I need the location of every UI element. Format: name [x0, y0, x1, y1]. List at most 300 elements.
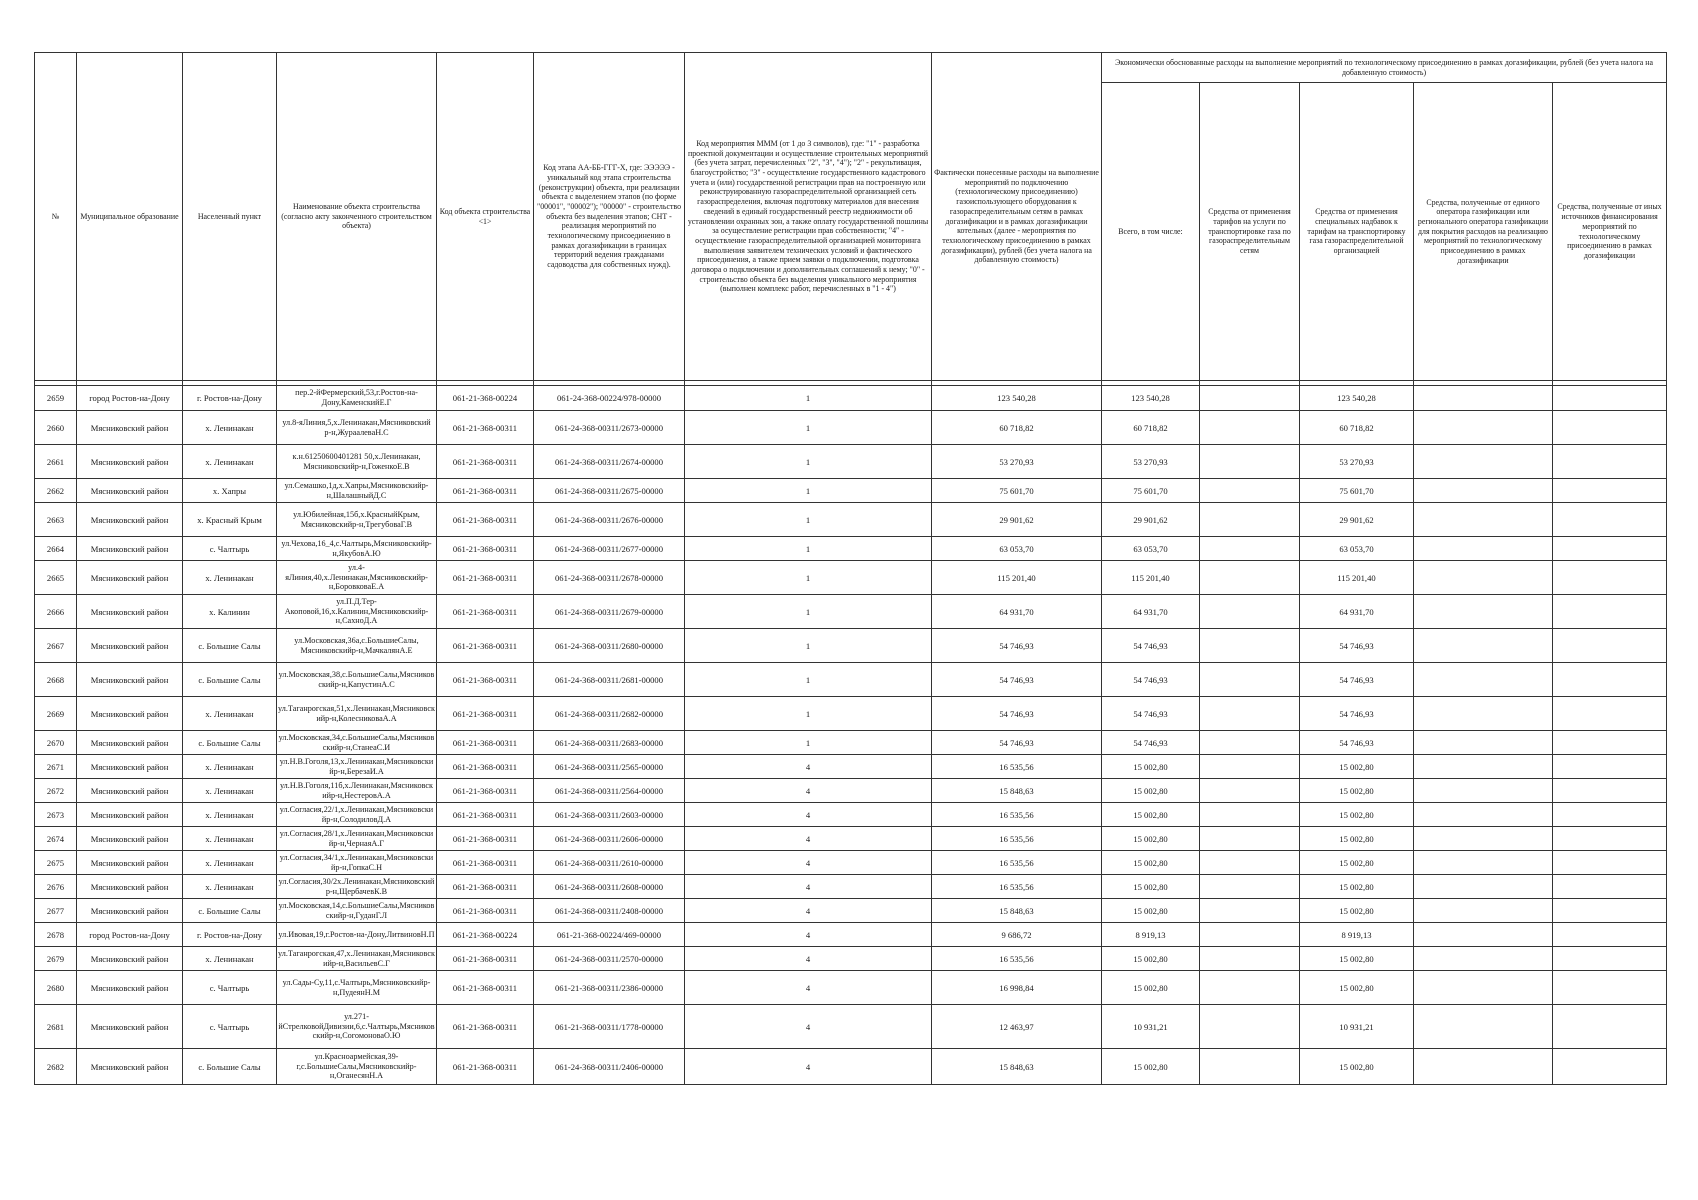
actual-costs-cell: 29 901,62 — [932, 503, 1102, 537]
total-cell: 15 002,80 — [1102, 803, 1200, 827]
actual-costs-cell: 63 053,70 — [932, 537, 1102, 561]
activity-code-cell: 4 — [685, 755, 932, 779]
other-funds-cell — [1553, 947, 1667, 971]
tariff-funds-cell — [1200, 755, 1300, 779]
total-cell: 15 002,80 — [1102, 851, 1200, 875]
row-number: 2659 — [35, 386, 77, 411]
municipality-cell: Мясниковский район — [77, 755, 183, 779]
activity-code-cell: 4 — [685, 851, 932, 875]
row-number: 2662 — [35, 479, 77, 503]
municipality-cell: Мясниковский район — [77, 803, 183, 827]
operator-funds-cell — [1414, 851, 1553, 875]
object-code-cell: 061-21-368-00311 — [437, 629, 534, 663]
stage-code-cell: 061-24-368-00311/2677-00000 — [534, 537, 685, 561]
object-code-cell: 061-21-368-00311 — [437, 1049, 534, 1085]
municipality-cell: Мясниковский район — [77, 1005, 183, 1049]
header-total: Всего, в том числе: — [1102, 83, 1200, 381]
municipality-cell: Мясниковский район — [77, 1049, 183, 1085]
allowance-funds-cell: 15 002,80 — [1300, 779, 1414, 803]
activity-code-cell: 4 — [685, 1005, 932, 1049]
object-code-cell: 061-21-368-00311 — [437, 899, 534, 923]
allowance-funds-cell: 8 919,13 — [1300, 923, 1414, 947]
total-cell: 15 002,80 — [1102, 947, 1200, 971]
table-row — [35, 779, 1667, 803]
row-number: 2668 — [35, 663, 77, 697]
tariff-funds-cell — [1200, 1049, 1300, 1085]
object-code-cell: 061-21-368-00311 — [437, 561, 534, 595]
other-funds-cell — [1553, 697, 1667, 731]
activity-code-cell: 1 — [685, 479, 932, 503]
actual-costs-cell: 16 535,56 — [932, 947, 1102, 971]
allowance-funds-cell: 15 002,80 — [1300, 899, 1414, 923]
settlement-cell: х. Ленинакан — [183, 851, 277, 875]
object-name-cell: ул.Согласия,28/1,х.Ленинакан,Мясниковскийр-н,ЧернаяА.Г — [277, 827, 437, 851]
object-name-cell: ул.Московская,34,с.БольшиеСалы,Мясниковскийр-н,СтанеаС.И — [277, 731, 437, 755]
allowance-funds-cell: 10 931,21 — [1300, 1005, 1414, 1049]
settlement-cell: х. Ленинакан — [183, 947, 277, 971]
settlement-cell: х. Ленинакан — [183, 875, 277, 899]
object-code-cell: 061-21-368-00311 — [437, 971, 534, 1005]
settlement-cell: х. Ленинакан — [183, 779, 277, 803]
allowance-funds-cell: 53 270,93 — [1300, 445, 1414, 479]
total-cell: 15 002,80 — [1102, 779, 1200, 803]
row-number: 2671 — [35, 755, 77, 779]
total-cell: 54 746,93 — [1102, 697, 1200, 731]
municipality-cell: Мясниковский район — [77, 731, 183, 755]
other-funds-cell — [1553, 1005, 1667, 1049]
stage-code-cell: 061-24-368-00311/2678-00000 — [534, 561, 685, 595]
object-name-cell: пер.2-йФермерский,53,г.Ростов-на-Дону,КаменскийЕ.Г — [277, 386, 437, 411]
total-cell: 54 746,93 — [1102, 731, 1200, 755]
object-code-cell: 061-21-368-00311 — [437, 947, 534, 971]
other-funds-cell — [1553, 803, 1667, 827]
object-name-cell: ул.Московская,36а,с.БольшиеСалы, Мясниковскийр-н,МачкалянА.Е — [277, 629, 437, 663]
actual-costs-cell: 54 746,93 — [932, 731, 1102, 755]
tariff-funds-cell — [1200, 851, 1300, 875]
table-row — [35, 971, 1667, 1005]
tariff-funds-cell — [1200, 875, 1300, 899]
actual-costs-cell: 16 535,56 — [932, 755, 1102, 779]
allowance-funds-cell: 75 601,70 — [1300, 479, 1414, 503]
tariff-funds-cell — [1200, 663, 1300, 697]
activity-code-cell: 1 — [685, 731, 932, 755]
total-cell: 53 270,93 — [1102, 445, 1200, 479]
row-number: 2669 — [35, 697, 77, 731]
settlement-cell: с. Большие Салы — [183, 1049, 277, 1085]
object-code-cell: 061-21-368-00311 — [437, 595, 534, 629]
tariff-funds-cell — [1200, 445, 1300, 479]
operator-funds-cell — [1414, 779, 1553, 803]
object-name-cell: ул.Сады-Су,11,с.Чалтырь,Мясниковскийр-н,ПудеянН.М — [277, 971, 437, 1005]
allowance-funds-cell: 15 002,80 — [1300, 803, 1414, 827]
actual-costs-cell: 16 535,56 — [932, 875, 1102, 899]
object-code-cell: 061-21-368-00311 — [437, 1005, 534, 1049]
table-body — [35, 386, 1667, 1085]
table-row — [35, 697, 1667, 731]
actual-costs-cell: 53 270,93 — [932, 445, 1102, 479]
municipality-cell: город Ростов-на-Дону — [77, 923, 183, 947]
tariff-funds-cell — [1200, 561, 1300, 595]
tariff-funds-cell — [1200, 971, 1300, 1005]
tariff-funds-cell — [1200, 629, 1300, 663]
actual-costs-cell: 60 718,82 — [932, 411, 1102, 445]
allowance-funds-cell: 63 053,70 — [1300, 537, 1414, 561]
allowance-funds-cell: 15 002,80 — [1300, 875, 1414, 899]
object-code-cell: 061-21-368-00311 — [437, 755, 534, 779]
total-cell: 54 746,93 — [1102, 629, 1200, 663]
activity-code-cell: 1 — [685, 595, 932, 629]
object-name-cell: ул.Н.В.Гоголя,11б,х.Ленинакан,Мясниковскийр-н,НестеровА.А — [277, 779, 437, 803]
operator-funds-cell — [1414, 947, 1553, 971]
activity-code-cell: 1 — [685, 386, 932, 411]
total-cell: 123 540,28 — [1102, 386, 1200, 411]
allowance-funds-cell: 123 540,28 — [1300, 386, 1414, 411]
object-name-cell: ул.Таганрогская,51,х.Ленинакан,Мясниковскийр-н,КолесниковаА.А — [277, 697, 437, 731]
row-number: 2682 — [35, 1049, 77, 1085]
stage-code-cell: 061-24-368-00311/2564-00000 — [534, 779, 685, 803]
table-row — [35, 947, 1667, 971]
table-row — [35, 595, 1667, 629]
object-name-cell: ул.Московская,14,с.БольшиеСалы,Мясниковскийр-н,ГуданГ.Л — [277, 899, 437, 923]
total-cell: 15 002,80 — [1102, 1049, 1200, 1085]
row-number: 2673 — [35, 803, 77, 827]
allowance-funds-cell: 15 002,80 — [1300, 827, 1414, 851]
stage-code-cell: 061-24-368-00311/2570-00000 — [534, 947, 685, 971]
settlement-cell: с. Чалтырь — [183, 1005, 277, 1049]
operator-funds-cell — [1414, 411, 1553, 445]
settlement-cell: г. Ростов-на-Дону — [183, 923, 277, 947]
total-cell: 115 201,40 — [1102, 561, 1200, 595]
stage-code-cell: 061-21-368-00311/2386-00000 — [534, 971, 685, 1005]
row-number: 2676 — [35, 875, 77, 899]
other-funds-cell — [1553, 779, 1667, 803]
settlement-cell: с. Чалтырь — [183, 971, 277, 1005]
table-row — [35, 479, 1667, 503]
allowance-funds-cell: 54 746,93 — [1300, 629, 1414, 663]
allowance-funds-cell: 115 201,40 — [1300, 561, 1414, 595]
allowance-funds-cell: 54 746,93 — [1300, 731, 1414, 755]
activity-code-cell: 4 — [685, 923, 932, 947]
row-number: 2680 — [35, 971, 77, 1005]
municipality-cell: Мясниковский район — [77, 875, 183, 899]
object-code-cell: 061-21-368-00311 — [437, 803, 534, 827]
settlement-cell: с. Большие Салы — [183, 899, 277, 923]
object-name-cell: к.н.61250600401281 50,х.Ленинакан, Мясниковскийр-н,ГоженкоЕ.В — [277, 445, 437, 479]
actual-costs-cell: 9 686,72 — [932, 923, 1102, 947]
stage-code-cell: 061-24-368-00311/2676-00000 — [534, 503, 685, 537]
total-cell: 15 002,80 — [1102, 875, 1200, 899]
actual-costs-cell: 123 540,28 — [932, 386, 1102, 411]
municipality-cell: Мясниковский район — [77, 851, 183, 875]
tariff-funds-cell — [1200, 803, 1300, 827]
table-row — [35, 899, 1667, 923]
actual-costs-cell: 15 848,63 — [932, 779, 1102, 803]
settlement-cell: х. Ленинакан — [183, 755, 277, 779]
row-number: 2664 — [35, 537, 77, 561]
municipality-cell: Мясниковский район — [77, 445, 183, 479]
row-number: 2666 — [35, 595, 77, 629]
tariff-funds-cell — [1200, 899, 1300, 923]
object-code-cell: 061-21-368-00311 — [437, 537, 534, 561]
header-object-name: Наименование объекта строительства (согласно акту законченного строительством объекта) — [277, 53, 437, 381]
settlement-cell: х. Ленинакан — [183, 561, 277, 595]
allowance-funds-cell: 15 002,80 — [1300, 851, 1414, 875]
municipality-cell: город Ростов-на-Дону — [77, 386, 183, 411]
object-name-cell: ул.Согласия,30/2х.Ленинакан,Мясниковскийр-н,ЩербачевК.В — [277, 875, 437, 899]
municipality-cell: Мясниковский район — [77, 899, 183, 923]
stage-code-cell: 061-24-368-00311/2679-00000 — [534, 595, 685, 629]
stage-code-cell: 061-24-368-00311/2680-00000 — [534, 629, 685, 663]
table-row — [35, 1049, 1667, 1085]
table-row — [35, 875, 1667, 899]
operator-funds-cell — [1414, 537, 1553, 561]
total-cell: 29 901,62 — [1102, 503, 1200, 537]
total-cell: 64 931,70 — [1102, 595, 1200, 629]
operator-funds-cell — [1414, 923, 1553, 947]
municipality-cell: Мясниковский район — [77, 779, 183, 803]
other-funds-cell — [1553, 731, 1667, 755]
municipality-cell: Мясниковский район — [77, 971, 183, 1005]
tariff-funds-cell — [1200, 779, 1300, 803]
operator-funds-cell — [1414, 445, 1553, 479]
municipality-cell: Мясниковский район — [77, 827, 183, 851]
table-row — [35, 851, 1667, 875]
actual-costs-cell: 16 535,56 — [932, 827, 1102, 851]
operator-funds-cell — [1414, 1049, 1553, 1085]
header-activity-code: Код мероприятия МММ (от 1 до 3 символов), где: "1" - разработка проектной документации и осуществление строительных мероприятий (без учета затрат, перечисленных "2", "3", "4"); "2" - рекультивация, благоустройство; "3" - осуществление государственного кадастрового учета и (или) государственной регистрации прав на построенную или реконструированную газораспределительной организацией сеть газораспределения, включая подготовку материалов для внесения сведений в единый государственный реестр недвижимости об установлении охранных зон, а также оплату государственной пошлины за осуществление регистрации прав собственности; "4" - осуществление газораспределительной организацией мониторинга выполнения заявителем технических условий и фактического присоединения, а также прием заявки о подключении, подготовка договора о подключении и дополнительных соглашений к нему; "0" - строительство объекта без выделения уникального мероприятия (выполнен комплекс работ, перечисленных в "1 - 4") — [685, 53, 932, 381]
operator-funds-cell — [1414, 595, 1553, 629]
municipality-cell: Мясниковский район — [77, 629, 183, 663]
total-cell: 10 931,21 — [1102, 1005, 1200, 1049]
object-code-cell: 061-21-368-00311 — [437, 875, 534, 899]
table-row — [35, 445, 1667, 479]
other-funds-cell — [1553, 386, 1667, 411]
row-number: 2675 — [35, 851, 77, 875]
stage-code-cell: 061-21-368-00224/469-00000 — [534, 923, 685, 947]
other-funds-cell — [1553, 755, 1667, 779]
header-other-funds: Средства, полученные от иных источников финансирования мероприятий по технологическому присоединению в рамках догазификации — [1553, 83, 1667, 381]
activity-code-cell: 4 — [685, 1049, 932, 1085]
activity-code-cell: 4 — [685, 947, 932, 971]
total-cell: 54 746,93 — [1102, 663, 1200, 697]
stage-code-cell: 061-24-368-00311/2674-00000 — [534, 445, 685, 479]
table-row — [35, 503, 1667, 537]
table-row — [35, 731, 1667, 755]
table-row — [35, 663, 1667, 697]
settlement-cell: с. Чалтырь — [183, 537, 277, 561]
row-number: 2679 — [35, 947, 77, 971]
row-number: 2672 — [35, 779, 77, 803]
operator-funds-cell — [1414, 755, 1553, 779]
activity-code-cell: 4 — [685, 803, 932, 827]
activity-code-cell: 1 — [685, 537, 932, 561]
object-name-cell: ул.271-йСтрелковойДивизии,6,с.Чалтырь,Мясниковскийр-н,СогомоноваО.Ю — [277, 1005, 437, 1049]
other-funds-cell — [1553, 537, 1667, 561]
other-funds-cell — [1553, 411, 1667, 445]
total-cell: 8 919,13 — [1102, 923, 1200, 947]
municipality-cell: Мясниковский район — [77, 663, 183, 697]
total-cell: 60 718,82 — [1102, 411, 1200, 445]
object-code-cell: 061-21-368-00311 — [437, 697, 534, 731]
allowance-funds-cell: 15 002,80 — [1300, 755, 1414, 779]
table-row — [35, 386, 1667, 411]
settlement-cell: с. Большие Салы — [183, 663, 277, 697]
operator-funds-cell — [1414, 386, 1553, 411]
object-code-cell: 061-21-368-00224 — [437, 386, 534, 411]
other-funds-cell — [1553, 1049, 1667, 1085]
other-funds-cell — [1553, 971, 1667, 1005]
stage-code-cell: 061-24-368-00311/2603-00000 — [534, 803, 685, 827]
actual-costs-cell: 75 601,70 — [932, 479, 1102, 503]
object-name-cell: ул.Юбилейная,15б,х.КрасныйКрым, Мясниковскийр-н,ТрегубоваГ.В — [277, 503, 437, 537]
object-name-cell: ул.8-яЛиния,5,х.Ленинакан,Мясниковский р-н,ЖураалеваН.С — [277, 411, 437, 445]
settlement-cell: х. Ленинакан — [183, 803, 277, 827]
settlement-cell: х. Хапры — [183, 479, 277, 503]
other-funds-cell — [1553, 899, 1667, 923]
object-name-cell: ул.Ивовая,19,г.Ростов-на-Дону,ЛитвиновН.П — [277, 923, 437, 947]
other-funds-cell — [1553, 479, 1667, 503]
header-operator-funds: Средства, полученные от единого оператора газификации или регионального оператора газификации для покрытия расходов на реализацию мероприятий по технологическому присоединению в рамках догазификации — [1414, 83, 1553, 381]
tariff-funds-cell — [1200, 595, 1300, 629]
object-name-cell: ул.Красноармейская,39-г,с.БольшиеСалы,Мясниковскийр-н,ОганесянН.А — [277, 1049, 437, 1085]
stage-code-cell: 061-24-368-00311/2408-00000 — [534, 899, 685, 923]
municipality-cell: Мясниковский район — [77, 561, 183, 595]
operator-funds-cell — [1414, 629, 1553, 663]
settlement-cell: х. Красный Крым — [183, 503, 277, 537]
allowance-funds-cell: 54 746,93 — [1300, 697, 1414, 731]
total-cell: 15 002,80 — [1102, 827, 1200, 851]
header-municipality: Муниципальное образование — [77, 53, 183, 381]
tariff-funds-cell — [1200, 947, 1300, 971]
tariff-funds-cell — [1200, 923, 1300, 947]
actual-costs-cell: 54 746,93 — [932, 629, 1102, 663]
object-name-cell: ул.Согласия,22/1,х.Ленинакан,Мясниковскийр-н,СолодиловД.А — [277, 803, 437, 827]
total-cell: 15 002,80 — [1102, 755, 1200, 779]
actual-costs-cell: 15 848,63 — [932, 899, 1102, 923]
settlement-cell: х. Ленинакан — [183, 445, 277, 479]
settlement-cell: х. Ленинакан — [183, 827, 277, 851]
row-number: 2677 — [35, 899, 77, 923]
row-number: 2661 — [35, 445, 77, 479]
operator-funds-cell — [1414, 827, 1553, 851]
municipality-cell: Мясниковский район — [77, 595, 183, 629]
stage-code-cell: 061-24-368-00311/2673-00000 — [534, 411, 685, 445]
header-actual-costs: Фактически понесенные расходы на выполнение мероприятий по подключению (технологическому присоединению) газоиспользующего оборудования к газораспределительным сетям в рамках догазификации и в рамках догазификации котельных (далее - мероприятия по технологическому присоединению в рамках догазификации), рублей (без учета налога на добавленную стоимость) — [932, 53, 1102, 381]
activity-code-cell: 1 — [685, 697, 932, 731]
municipality-cell: Мясниковский район — [77, 537, 183, 561]
activity-code-cell: 1 — [685, 629, 932, 663]
row-number: 2667 — [35, 629, 77, 663]
activity-code-cell: 1 — [685, 411, 932, 445]
row-number: 2663 — [35, 503, 77, 537]
operator-funds-cell — [1414, 731, 1553, 755]
object-code-cell: 061-21-368-00224 — [437, 923, 534, 947]
object-name-cell: ул.Н.В.Гоголя,13,х.Ленинакан,Мясниковскийр-н,БерезаИ.А — [277, 755, 437, 779]
table-row — [35, 1005, 1667, 1049]
tariff-funds-cell — [1200, 503, 1300, 537]
object-code-cell: 061-21-368-00311 — [437, 663, 534, 697]
actual-costs-cell: 16 535,56 — [932, 851, 1102, 875]
stage-code-cell: 061-24-368-00311/2610-00000 — [534, 851, 685, 875]
total-cell: 63 053,70 — [1102, 537, 1200, 561]
table-row — [35, 561, 1667, 595]
allowance-funds-cell: 64 931,70 — [1300, 595, 1414, 629]
operator-funds-cell — [1414, 663, 1553, 697]
tariff-funds-cell — [1200, 827, 1300, 851]
municipality-cell: Мясниковский район — [77, 411, 183, 445]
stage-code-cell: 061-24-368-00311/2675-00000 — [534, 479, 685, 503]
settlement-cell: г. Ростов-на-Дону — [183, 386, 277, 411]
allowance-funds-cell: 54 746,93 — [1300, 663, 1414, 697]
activity-code-cell: 1 — [685, 561, 932, 595]
stage-code-cell: 061-24-368-00224/978-00000 — [534, 386, 685, 411]
operator-funds-cell — [1414, 875, 1553, 899]
total-cell: 15 002,80 — [1102, 899, 1200, 923]
actual-costs-cell: 54 746,93 — [932, 697, 1102, 731]
activity-code-cell: 4 — [685, 827, 932, 851]
header-no: № — [35, 53, 77, 381]
settlement-cell: с. Большие Салы — [183, 731, 277, 755]
tariff-funds-cell — [1200, 1005, 1300, 1049]
table-row — [35, 803, 1667, 827]
stage-code-cell: 061-24-368-00311/2406-00000 — [534, 1049, 685, 1085]
row-number: 2674 — [35, 827, 77, 851]
object-name-cell: ул.4-яЛиния,40,х.Ленинакан,Мясниковскийр-н,БоровковаЕ.А — [277, 561, 437, 595]
activity-code-cell: 4 — [685, 875, 932, 899]
activity-code-cell: 4 — [685, 971, 932, 1005]
object-name-cell: ул.Согласия,34/1,х.Ленинакан,Мясниковскийр-н,ГопкаС.Н — [277, 851, 437, 875]
row-number: 2665 — [35, 561, 77, 595]
allowance-funds-cell: 15 002,80 — [1300, 1049, 1414, 1085]
settlement-cell: х. Калинин — [183, 595, 277, 629]
tariff-funds-cell — [1200, 479, 1300, 503]
row-number: 2681 — [35, 1005, 77, 1049]
object-code-cell: 061-21-368-00311 — [437, 503, 534, 537]
header-tariff-funds: Средства от применения тарифов на услуги по транспортировке газа по газораспределительным сетям — [1200, 83, 1300, 381]
object-code-cell: 061-21-368-00311 — [437, 779, 534, 803]
municipality-cell: Мясниковский район — [77, 479, 183, 503]
settlement-cell: х. Ленинакан — [183, 697, 277, 731]
allowance-funds-cell: 29 901,62 — [1300, 503, 1414, 537]
row-number: 2678 — [35, 923, 77, 947]
allowance-funds-cell: 15 002,80 — [1300, 947, 1414, 971]
object-code-cell: 061-21-368-00311 — [437, 411, 534, 445]
table-row — [35, 411, 1667, 445]
other-funds-cell — [1553, 503, 1667, 537]
other-funds-cell — [1553, 875, 1667, 899]
municipality-cell: Мясниковский район — [77, 503, 183, 537]
tariff-funds-cell — [1200, 411, 1300, 445]
table-row — [35, 755, 1667, 779]
other-funds-cell — [1553, 923, 1667, 947]
stage-code-cell: 061-24-368-00311/2683-00000 — [534, 731, 685, 755]
allowance-funds-cell: 60 718,82 — [1300, 411, 1414, 445]
stage-code-cell: 061-24-368-00311/2565-00000 — [534, 755, 685, 779]
activity-code-cell: 4 — [685, 779, 932, 803]
tariff-funds-cell — [1200, 537, 1300, 561]
operator-funds-cell — [1414, 971, 1553, 1005]
operator-funds-cell — [1414, 479, 1553, 503]
actual-costs-cell: 12 463,97 — [932, 1005, 1102, 1049]
actual-costs-cell: 15 848,63 — [932, 1049, 1102, 1085]
other-funds-cell — [1553, 851, 1667, 875]
tariff-funds-cell — [1200, 697, 1300, 731]
object-name-cell: ул.Таганрогская,47,х.Ленинакан,Мясниковскийр-н,ВасильевС.Г — [277, 947, 437, 971]
activity-code-cell: 1 — [685, 663, 932, 697]
header-stage-code: Код этапа АА-ББ-ГГГ-Х, где: ЭЭЭЭЭ - уникальный код этапа строительства (реконструкции) объекта, при реализации объекта с выделением этапов (по форме "00001", "00002"); "00000" - строительство объекта без выделения этапов; СНТ - реализация мероприятий по технологическому присоединению в рамках догазификации в границах территорий ведения гражданами садоводства для собственных нужд). — [534, 53, 685, 381]
tariff-funds-cell — [1200, 386, 1300, 411]
operator-funds-cell — [1414, 503, 1553, 537]
